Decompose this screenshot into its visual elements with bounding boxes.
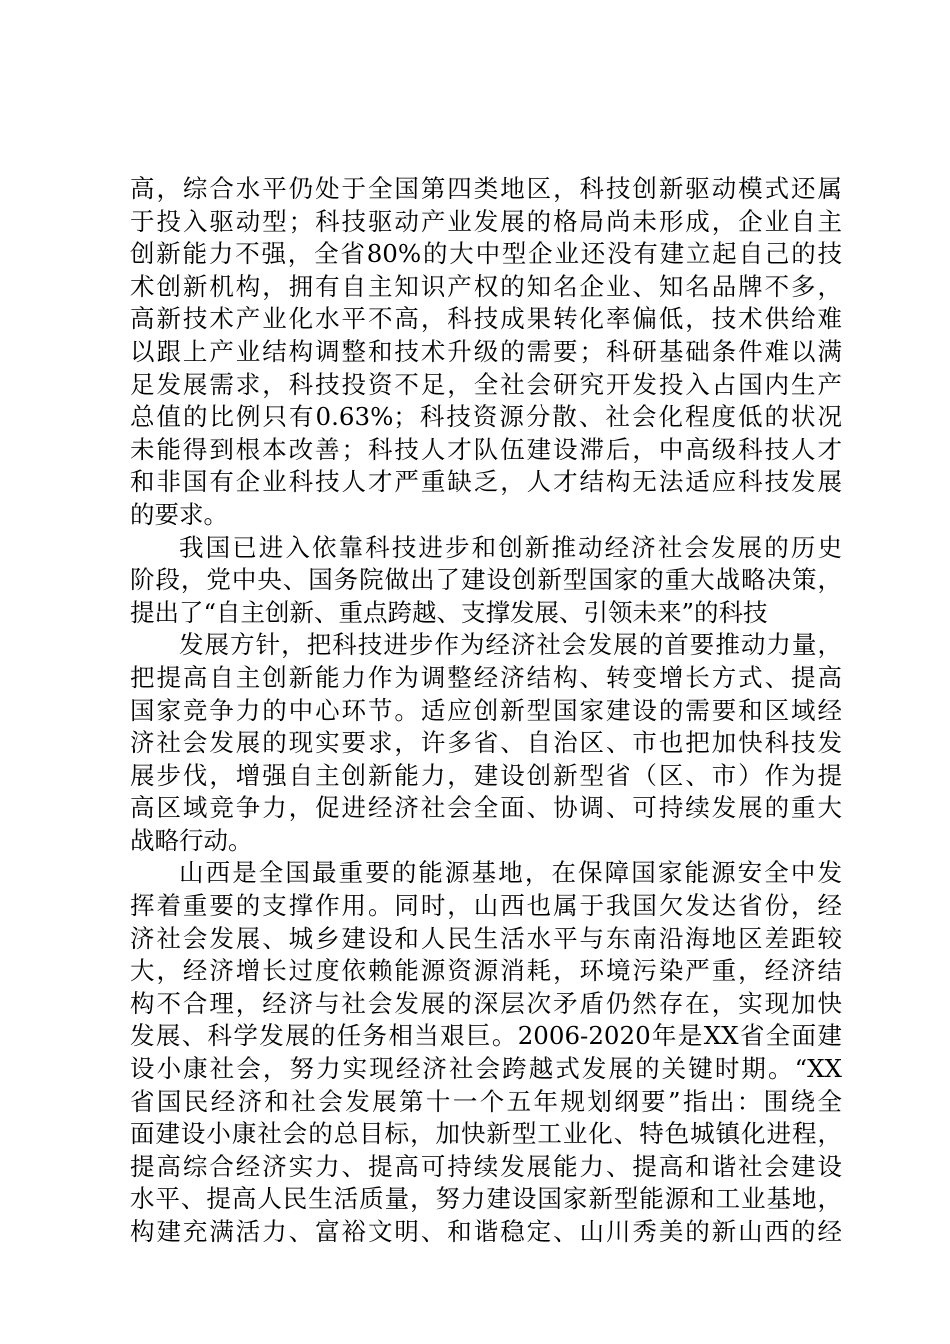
text-line: 提出了“自主创新、重点跨越、支撑发展、引领未来”的科技: [130, 597, 768, 627]
text-line: 水平、提高人民生活质量，努力建设国家新型能源和工业基地，: [130, 1184, 842, 1214]
text-line: 设小康社会，努力实现经济社会跨越式发展的关键时期。“XX: [130, 1054, 842, 1084]
text-line: 术创新机构，拥有自主知识产权的知名企业、知名品牌不多，: [130, 271, 842, 301]
text-line: 济社会发展的现实要求，许多省、自治区、市也把加快科技发: [130, 728, 842, 758]
text-line: 战略行动。: [130, 825, 253, 855]
body-text: [130, 173, 842, 1249]
text-line: 高区域竞争力，促进经济社会全面、协调、可持续发展的重大: [130, 793, 842, 823]
text-line: 大，经济增长过度依赖能源资源消耗，环境污染严重，经济结: [130, 956, 842, 986]
text-line: 于投入驱动型；科技驱动产业发展的格局尚未形成，企业自主: [130, 206, 842, 236]
text-line: 济社会发展、城乡建设和人民生活水平与东南沿海地区差距较: [130, 923, 842, 953]
text-line: 把提高自主创新能力作为调整经济结构、转变增长方式、提高: [130, 662, 842, 692]
text-line: 发展、科学发展的任务相当艰巨。2006-2020年是XX省全面建: [130, 1021, 842, 1051]
text-line: 挥着重要的支撑作用。同时，山西也属于我国欠发达省份，经: [130, 891, 842, 921]
text-line: 的要求。: [130, 499, 228, 529]
text-line: 省国民经济和社会发展第十一个五年规划纲要”指出：围绕全: [130, 1086, 842, 1116]
text-line: 足发展需求，科技投资不足，全社会研究开发投入占国内生产: [130, 369, 842, 399]
paragraph: [130, 629, 842, 857]
text-line: 展步伐，增强自主创新能力，建设创新型省（区、市）作为提: [130, 760, 842, 790]
paragraph: [130, 857, 842, 1248]
text-line: 未能得到根本改善；科技人才队伍建设滞后，中高级科技人才: [130, 434, 842, 464]
text-line: 我国已进入依靠科技进步和创新推动经济社会发展的历史: [179, 532, 842, 562]
text-line: 以跟上产业结构调整和技术升级的需要；科研基础条件难以满: [130, 336, 842, 366]
paragraph: [130, 532, 842, 630]
text-line: 发展方针，把科技进步作为经济社会发展的首要推动力量，: [179, 630, 842, 660]
text-line: 提高综合经济实力、提高可持续发展能力、提高和谐社会建设: [130, 1151, 842, 1181]
text-line: 构不合理，经济与社会发展的深层次矛盾仍然存在，实现加快: [130, 988, 842, 1018]
text-line: 国家竞争力的中心环节。适应创新型国家建设的需要和区域经: [130, 695, 842, 725]
text-line: 面建设小康社会的总目标，加快新型工业化、特色城镇化进程，: [130, 1119, 842, 1149]
text-line: 和非国有企业科技人才严重缺乏，人才结构无法适应科技发展: [130, 467, 842, 497]
text-line: 高，综合水平仍处于全国第四类地区，科技创新驱动模式还属: [130, 174, 842, 203]
text-line: 高新技术产业化水平不高，科技成果转化率偏低，技术供给难: [130, 304, 842, 334]
text-line: 山西是全国最重要的能源基地，在保障国家能源安全中发: [179, 858, 842, 888]
text-line: 阶段，党中央、国务院做出了建设创新型国家的重大战略决策，: [130, 565, 842, 595]
text-line: 构建充满活力、富裕文明、和谐稳定、山川秀美的新山西的经: [130, 1217, 842, 1246]
text-line: 创新能力不强，全省80%的大中型企业还没有建立起自己的技: [130, 239, 842, 269]
paragraph: [130, 173, 842, 532]
text-line: 总值的比例只有0.63%；科技资源分散、社会化程度低的状况: [130, 402, 842, 432]
